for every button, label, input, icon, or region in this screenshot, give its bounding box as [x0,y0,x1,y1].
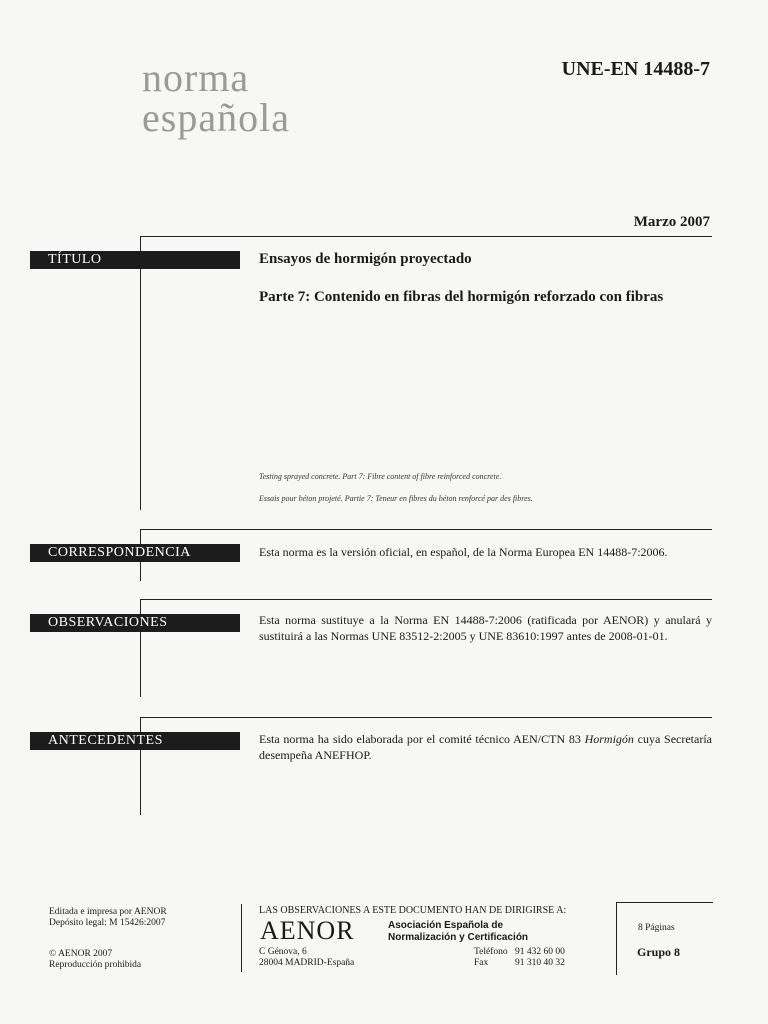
brand-line-2: española [142,95,290,140]
title-french: Essais pour béton projeté. Partie 7: Teneur en fibres du béton renforcé par des fibres. [259,494,533,503]
address-line-2: 28004 MADRID-España [259,958,355,968]
aenor-address [259,947,354,969]
address-line-1: C Génova, 6 [259,947,307,957]
edited-by: Editada e impresa por AENOR [49,907,167,917]
antecedentes-label: ANTECEDENTES [30,732,240,750]
antecedentes-top-rule [140,717,712,718]
footer-copyright [49,949,141,971]
antecedentes-text: Esta norma ha sido elaborada por el comité técnico AEN/CTN 83 Hormigón cuya Secretaría desempeña ANEFHOP. [259,732,712,762]
phone-label: Teléfono [474,947,508,957]
pages-box [616,902,713,975]
brand-title [142,55,290,140]
phone-number: 91 432 60 00 [515,947,565,957]
correspondencia-text: Esta norma es la versión oficial, en español, de la Norma Europea EN 14488-7:2006. [259,545,668,559]
page-count: 8 Páginas [638,923,675,933]
aenor-association [388,920,528,944]
observaciones-top-rule [140,599,712,600]
observaciones-label: OBSERVACIONES [30,614,240,632]
correspondencia-top-rule [140,529,712,530]
copyright: © AENOR 2007 [49,949,113,959]
footer-notice: LAS OBSERVACIONES A ESTE DOCUMENTO HAN DE DIRIGIRSE A: [259,905,567,916]
standard-code: UNE-EN 14488-7 [561,58,710,80]
legal-deposit: Depósito legal: M 15426:2007 [49,918,166,928]
footer-divider [241,904,242,972]
titulo-vertical-rule [140,236,141,510]
fax-number: 91 310 40 32 [515,958,565,968]
assoc-line-1: Asociación Española de [388,920,504,931]
aenor-contact-values [515,947,565,969]
footer-edition [49,907,167,929]
titulo-label: TÍTULO [30,251,240,269]
assoc-line-2: Normalización y Certificación [388,932,529,943]
titulo-top-rule [140,236,712,237]
price-group: Grupo 8 [637,945,681,959]
correspondencia-label: CORRESPONDENCIA [30,544,240,562]
title-english: Testing sprayed concrete. Part 7: Fibre content of fibre reinforced concrete. [259,472,502,481]
document-title: Ensayos de hormigón proyectado [259,251,472,267]
document-part-title: Parte 7: Contenido en fibras del hormigón reforzado con fibras [259,289,664,305]
brand-line-1: norma [142,55,250,100]
aenor-contact-labels [474,947,508,969]
aenor-logo: AENOR [260,916,355,945]
fax-label: Fax [474,958,489,968]
publication-date: Marzo 2007 [633,214,710,230]
reproduction-notice: Reproducción prohibida [49,960,142,970]
observaciones-text: Esta norma sustituye a la Norma EN 14488-7:2006 (ratificada por AENOR) y anulará y sustituirá a las Normas UNE 83512-2:2005 y UNE 83610:1997 antes de 2008-01-01. [259,613,712,643]
